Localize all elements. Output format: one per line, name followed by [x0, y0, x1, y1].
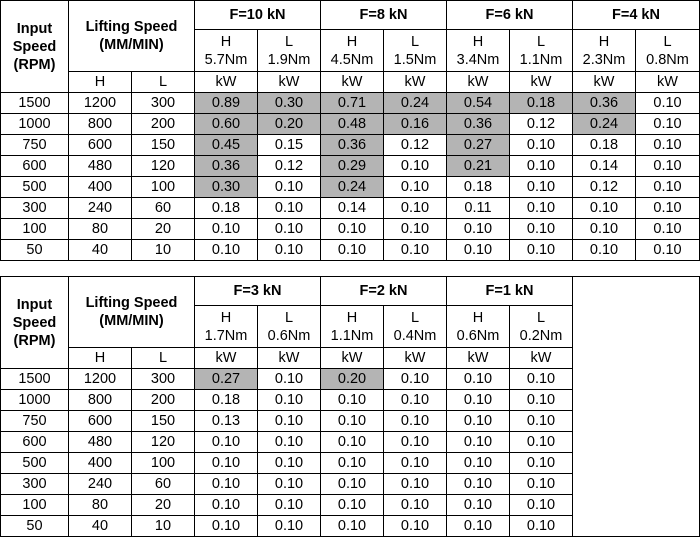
speed-h-cell: 400	[69, 453, 132, 474]
power-cell: 0.16	[384, 114, 447, 135]
rpm-cell: 600	[1, 432, 69, 453]
torque-h-header	[447, 30, 510, 72]
power-cell: 0.10	[510, 219, 573, 240]
power-cell: 0.10	[384, 390, 447, 411]
power-table-lower	[0, 276, 700, 537]
power-cell: 0.10	[258, 474, 321, 495]
kw-unit-header: kW	[258, 348, 321, 369]
speed-h-cell: 480	[69, 432, 132, 453]
force-header: F=8 kN	[321, 1, 447, 30]
power-cell: 0.21	[447, 156, 510, 177]
speed-h-cell: 240	[69, 474, 132, 495]
power-cell: 0.36	[447, 114, 510, 135]
power-cell: 0.18	[573, 135, 636, 156]
power-cell: 0.10	[510, 369, 573, 390]
power-cell: 0.18	[195, 390, 258, 411]
speed-h-cell: 40	[69, 516, 132, 537]
speed-h-cell: 1200	[69, 93, 132, 114]
power-cell: 0.10	[636, 219, 700, 240]
speed-l-cell: 20	[132, 495, 195, 516]
power-cell: 0.10	[447, 240, 510, 261]
h-label: H	[346, 309, 358, 326]
power-cell: 0.20	[321, 369, 384, 390]
power-cell: 0.60	[195, 114, 258, 135]
speed-h-cell: 400	[69, 177, 132, 198]
speed-h-cell: 480	[69, 156, 132, 177]
speed-l-cell: 100	[132, 177, 195, 198]
power-cell: 0.10	[195, 495, 258, 516]
power-cell: 0.24	[384, 93, 447, 114]
power-cell: 0.10	[510, 474, 573, 495]
power-cell: 0.10	[258, 240, 321, 261]
power-cell: 0.10	[636, 93, 700, 114]
lifting-speed-header-line: Lifting Speed	[85, 295, 178, 311]
l-torque: 0.8Nm	[646, 51, 689, 68]
power-cell: 0.10	[384, 198, 447, 219]
power-cell: 0.36	[195, 156, 258, 177]
l-label: L	[663, 33, 672, 50]
rpm-cell: 1000	[1, 114, 69, 135]
rpm-cell: 300	[1, 198, 69, 219]
power-cell: 0.10	[384, 495, 447, 516]
h-torque: 0.6Nm	[456, 327, 500, 344]
power-cell: 0.10	[195, 219, 258, 240]
power-cell: 0.10	[384, 411, 447, 432]
l-torque: 1.9Nm	[267, 51, 311, 68]
input-speed-header-line: Input	[16, 296, 53, 313]
h-label: H	[472, 33, 484, 50]
table-row	[1, 219, 700, 240]
power-cell: 0.10	[510, 495, 573, 516]
table-row	[1, 177, 700, 198]
power-table-upper	[0, 0, 700, 261]
power-cell: 0.15	[258, 135, 321, 156]
lifting-speed-header	[69, 277, 195, 348]
table-row	[1, 93, 700, 114]
speed-l-cell: 200	[132, 390, 195, 411]
power-cell: 0.10	[636, 198, 700, 219]
rpm-cell: 300	[1, 474, 69, 495]
table-row	[1, 114, 700, 135]
power-cell: 0.27	[195, 369, 258, 390]
power-cell: 0.10	[321, 453, 384, 474]
l-label: L	[284, 309, 294, 326]
rpm-cell: 750	[1, 135, 69, 156]
power-cell: 0.10	[258, 390, 321, 411]
rpm-cell: 1500	[1, 93, 69, 114]
power-cell: 0.14	[321, 198, 384, 219]
power-cell: 0.54	[447, 93, 510, 114]
input-speed-header-line: Input	[16, 20, 53, 37]
speed-l-cell: 300	[132, 93, 195, 114]
speed-l-cell: 120	[132, 432, 195, 453]
rpm-cell: 100	[1, 219, 69, 240]
power-cell: 0.10	[258, 219, 321, 240]
rpm-cell: 750	[1, 411, 69, 432]
power-cell: 0.12	[573, 177, 636, 198]
power-cell: 0.10	[636, 114, 700, 135]
power-cell: 0.10	[384, 474, 447, 495]
power-cell: 0.30	[258, 93, 321, 114]
power-cell: 0.10	[384, 516, 447, 537]
l-column-header: L	[132, 348, 195, 369]
speed-h-cell: 800	[69, 114, 132, 135]
l-torque: 0.4Nm	[393, 327, 437, 344]
power-cell: 0.10	[447, 495, 510, 516]
h-label: H	[220, 309, 232, 326]
torque-h-header	[195, 306, 258, 348]
power-cell: 0.10	[636, 156, 700, 177]
power-cell: 0.10	[321, 495, 384, 516]
power-cell: 0.10	[510, 240, 573, 261]
power-cell: 0.10	[258, 369, 321, 390]
h-label: H	[220, 33, 232, 50]
l-torque: 0.2Nm	[519, 327, 563, 344]
power-cell: 0.10	[510, 432, 573, 453]
h-torque: 3.4Nm	[456, 51, 500, 68]
torque-l-header	[510, 30, 573, 72]
table-row	[1, 156, 700, 177]
speed-l-cell: 20	[132, 219, 195, 240]
kw-unit-header: kW	[447, 72, 510, 93]
speed-l-cell: 10	[132, 516, 195, 537]
speed-l-cell: 10	[132, 240, 195, 261]
kw-unit-header: kW	[384, 348, 447, 369]
power-cell: 0.10	[384, 156, 447, 177]
h-label: H	[598, 33, 610, 50]
force-header: F=6 kN	[447, 1, 573, 30]
torque-l-header	[384, 306, 447, 348]
power-cell: 0.10	[258, 432, 321, 453]
speed-l-cell: 120	[132, 156, 195, 177]
power-cell: 0.10	[384, 219, 447, 240]
power-cell: 0.10	[573, 240, 636, 261]
speed-h-cell: 1200	[69, 369, 132, 390]
kw-unit-header: kW	[510, 348, 573, 369]
power-cell: 0.10	[321, 390, 384, 411]
l-torque: 1.1Nm	[519, 51, 563, 68]
power-cell: 0.18	[510, 93, 573, 114]
torque-h-header	[195, 30, 258, 72]
power-cell: 0.10	[510, 156, 573, 177]
speed-l-cell: 60	[132, 474, 195, 495]
power-cell: 0.10	[258, 453, 321, 474]
power-cell: 0.11	[447, 198, 510, 219]
power-cell: 0.18	[447, 177, 510, 198]
l-label: L	[536, 309, 546, 326]
power-cell: 0.10	[510, 411, 573, 432]
empty-cell	[573, 277, 700, 537]
power-cell: 0.10	[384, 432, 447, 453]
force-header: F=2 kN	[321, 277, 447, 306]
power-cell: 0.10	[447, 369, 510, 390]
power-cell: 0.24	[573, 114, 636, 135]
input-speed-header-line: Speed	[12, 38, 57, 55]
kw-unit-header: kW	[447, 348, 510, 369]
h-torque: 1.1Nm	[330, 327, 374, 344]
power-cell: 0.10	[447, 411, 510, 432]
power-cell: 0.10	[510, 177, 573, 198]
speed-h-cell: 80	[69, 495, 132, 516]
power-cell: 0.36	[573, 93, 636, 114]
input-speed-header-line: (RPM)	[13, 56, 56, 73]
power-cell: 0.10	[384, 453, 447, 474]
power-cell: 0.10	[573, 219, 636, 240]
power-cell: 0.10	[384, 369, 447, 390]
power-cell: 0.10	[573, 198, 636, 219]
power-cell: 0.10	[510, 390, 573, 411]
kw-unit-header: kW	[573, 72, 636, 93]
rpm-cell: 500	[1, 177, 69, 198]
power-cell: 0.10	[447, 432, 510, 453]
torque-h-header	[573, 30, 636, 72]
rpm-cell: 1500	[1, 369, 69, 390]
rpm-cell: 500	[1, 453, 69, 474]
l-torque: 0.6Nm	[267, 327, 311, 344]
input-speed-header-line: (RPM)	[13, 332, 56, 349]
power-cell: 0.10	[195, 453, 258, 474]
power-cell: 0.20	[258, 114, 321, 135]
power-cell: 0.10	[321, 411, 384, 432]
speed-h-cell: 600	[69, 411, 132, 432]
lifting-speed-header-line: (MM/MIN)	[99, 313, 164, 329]
speed-h-cell: 80	[69, 219, 132, 240]
torque-l-header	[258, 30, 321, 72]
torque-l-header	[258, 306, 321, 348]
power-cell: 0.10	[195, 474, 258, 495]
torque-l-header	[636, 30, 700, 72]
h-label: H	[346, 33, 358, 50]
power-cell: 0.12	[510, 114, 573, 135]
power-cell: 0.27	[447, 135, 510, 156]
power-cell: 0.10	[258, 411, 321, 432]
power-cell: 0.10	[321, 240, 384, 261]
power-cell: 0.10	[195, 432, 258, 453]
force-header: F=1 kN	[447, 277, 573, 306]
power-cell: 0.10	[510, 453, 573, 474]
speed-l-cell: 150	[132, 135, 195, 156]
rpm-cell: 50	[1, 516, 69, 537]
speed-h-cell: 600	[69, 135, 132, 156]
lifting-speed-header-line: Lifting Speed	[85, 19, 178, 35]
lifting-speed-header	[69, 1, 195, 72]
power-cell: 0.10	[636, 177, 700, 198]
power-cell: 0.13	[195, 411, 258, 432]
kw-unit-header: kW	[195, 72, 258, 93]
rpm-cell: 600	[1, 156, 69, 177]
power-cell: 0.10	[510, 135, 573, 156]
kw-unit-header: kW	[195, 348, 258, 369]
table-row	[1, 135, 700, 156]
power-cell: 0.10	[195, 240, 258, 261]
speed-l-cell: 200	[132, 114, 195, 135]
torque-h-header	[447, 306, 510, 348]
kw-unit-header: kW	[510, 72, 573, 93]
kw-unit-header: kW	[321, 348, 384, 369]
power-cell: 0.10	[384, 177, 447, 198]
table-row	[1, 240, 700, 261]
rpm-cell: 100	[1, 495, 69, 516]
speed-h-cell: 800	[69, 390, 132, 411]
power-cell: 0.71	[321, 93, 384, 114]
table-row	[1, 198, 700, 219]
force-header: F=3 kN	[195, 277, 321, 306]
h-torque: 2.3Nm	[582, 51, 626, 68]
h-column-header: H	[69, 348, 132, 369]
power-cell: 0.12	[384, 135, 447, 156]
h-torque: 4.5Nm	[330, 51, 374, 68]
torque-h-header	[321, 306, 384, 348]
kw-unit-header: kW	[384, 72, 447, 93]
input-speed-header	[1, 277, 69, 369]
power-cell: 0.29	[321, 156, 384, 177]
rpm-cell: 50	[1, 240, 69, 261]
speed-h-cell: 240	[69, 198, 132, 219]
power-cell: 0.10	[195, 516, 258, 537]
h-label: H	[472, 309, 484, 326]
power-cell: 0.30	[195, 177, 258, 198]
l-column-header: L	[132, 72, 195, 93]
power-cell: 0.10	[258, 198, 321, 219]
lifting-speed-header-line: (MM/MIN)	[99, 37, 164, 53]
speed-l-cell: 60	[132, 198, 195, 219]
torque-l-header	[384, 30, 447, 72]
h-torque: 5.7Nm	[204, 51, 248, 68]
force-header: F=4 kN	[573, 1, 700, 30]
kw-unit-header: kW	[636, 72, 700, 93]
power-cell: 0.45	[195, 135, 258, 156]
l-label: L	[536, 33, 546, 50]
power-cell: 0.10	[510, 198, 573, 219]
torque-h-header	[321, 30, 384, 72]
input-speed-header-line: Speed	[12, 314, 57, 331]
l-torque: 1.5Nm	[393, 51, 437, 68]
speed-l-cell: 100	[132, 453, 195, 474]
speed-l-cell: 150	[132, 411, 195, 432]
torque-l-header	[510, 306, 573, 348]
power-cell: 0.10	[321, 219, 384, 240]
power-cell: 0.10	[447, 453, 510, 474]
power-cell: 0.10	[447, 219, 510, 240]
speed-h-cell: 40	[69, 240, 132, 261]
power-cell: 0.48	[321, 114, 384, 135]
kw-unit-header: kW	[321, 72, 384, 93]
power-cell: 0.89	[195, 93, 258, 114]
power-cell: 0.24	[321, 177, 384, 198]
l-label: L	[284, 33, 294, 50]
power-cell: 0.10	[321, 432, 384, 453]
rpm-cell: 1000	[1, 390, 69, 411]
l-label: L	[410, 33, 420, 50]
power-cell: 0.10	[447, 390, 510, 411]
power-cell: 0.10	[447, 516, 510, 537]
power-cell: 0.12	[258, 156, 321, 177]
power-cell: 0.10	[258, 495, 321, 516]
power-cell: 0.10	[636, 135, 700, 156]
power-cell: 0.10	[510, 516, 573, 537]
kw-unit-header: kW	[258, 72, 321, 93]
power-cell: 0.10	[447, 474, 510, 495]
power-cell: 0.10	[384, 240, 447, 261]
power-cell: 0.14	[573, 156, 636, 177]
force-header: F=10 kN	[195, 1, 321, 30]
speed-l-cell: 300	[132, 369, 195, 390]
input-speed-header	[1, 1, 69, 93]
power-cell: 0.10	[321, 474, 384, 495]
h-column-header: H	[69, 72, 132, 93]
power-cell: 0.36	[321, 135, 384, 156]
power-cell: 0.10	[636, 240, 700, 261]
power-cell: 0.10	[258, 516, 321, 537]
power-cell: 0.18	[195, 198, 258, 219]
l-label: L	[410, 309, 420, 326]
power-cell: 0.10	[321, 516, 384, 537]
power-cell: 0.10	[258, 177, 321, 198]
h-torque: 1.7Nm	[204, 327, 248, 344]
